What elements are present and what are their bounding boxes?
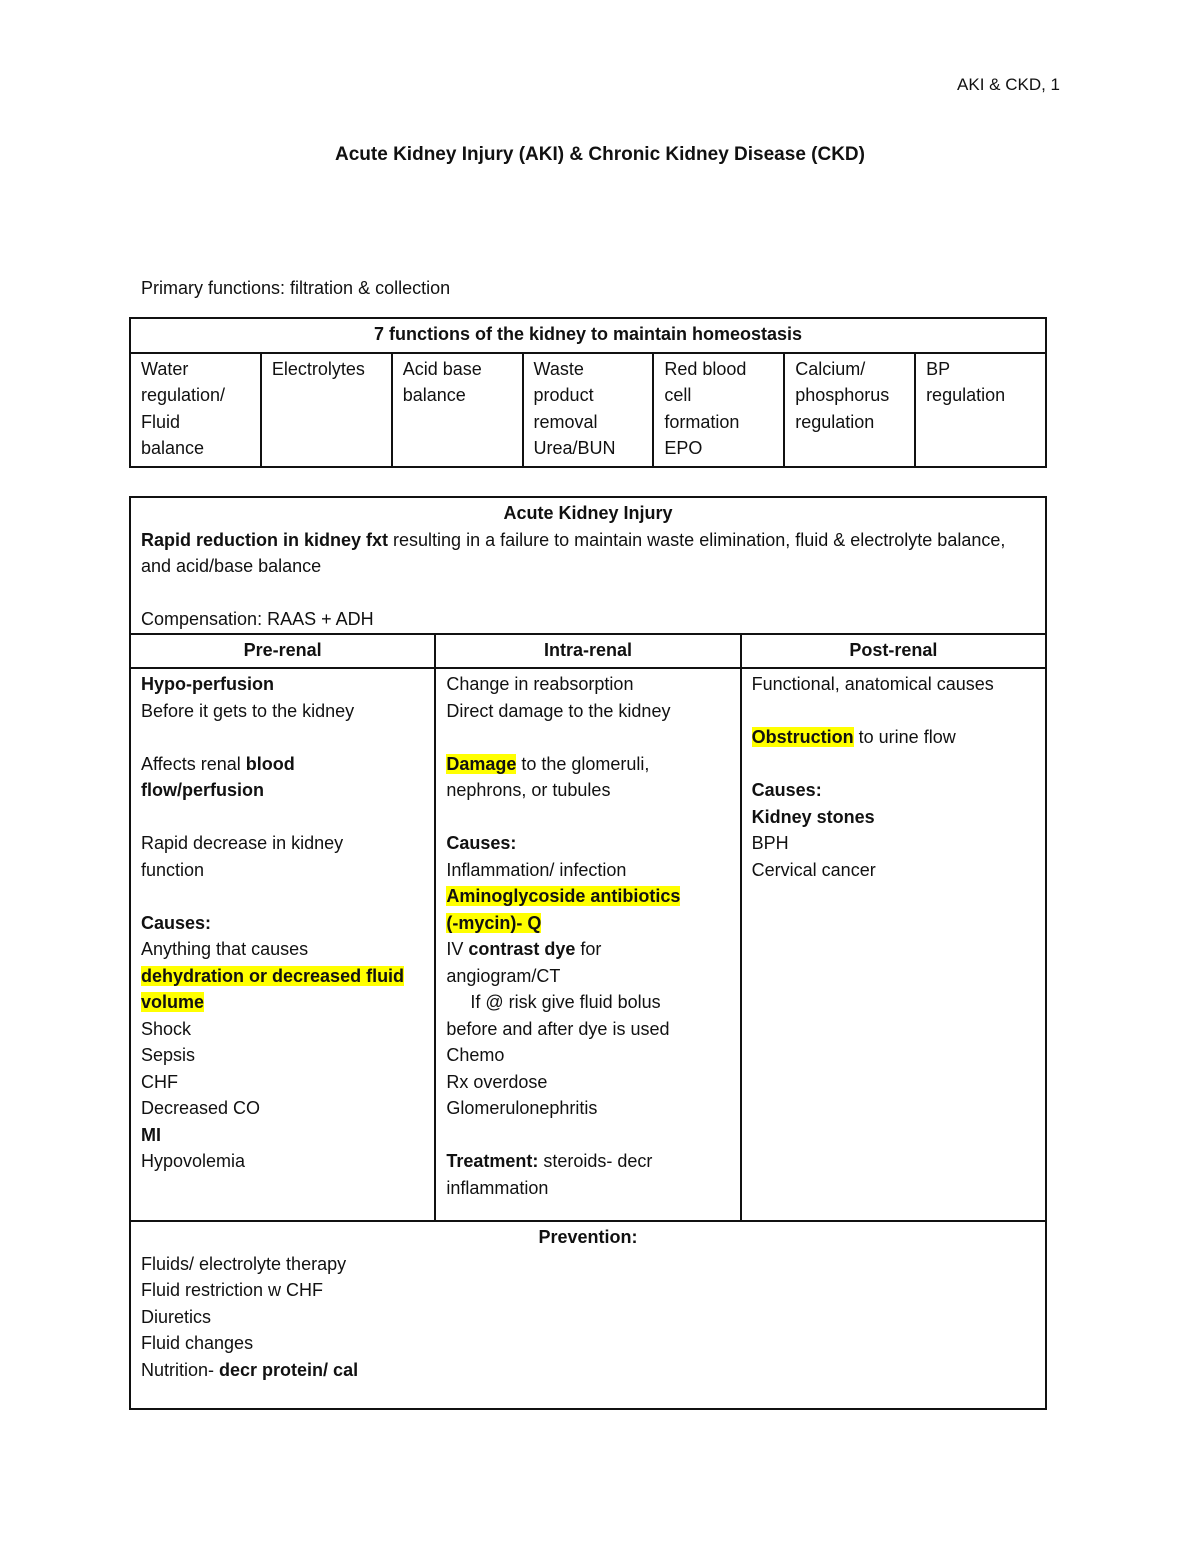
- function-cell: [784, 353, 915, 467]
- aki-definition-bold: Rapid reduction in kidney fxt: [141, 529, 389, 550]
- function-cell: [523, 353, 654, 467]
- intrarenal-cause: Glomerulonephritis: [446, 1098, 598, 1118]
- intrarenal-risk: If @ risk give fluid bolus: [470, 992, 661, 1012]
- function-line: cell: [664, 385, 692, 405]
- prerenal-cause: Sepsis: [141, 1045, 196, 1065]
- function-line: balance: [402, 385, 466, 405]
- prerenal-cause: CHF: [141, 1071, 178, 1092]
- postrenal-causes-heading: Causes:: [751, 780, 822, 800]
- prerenal-cause: Shock: [141, 1018, 192, 1039]
- function-line: formation: [664, 411, 740, 432]
- function-line: regulation/: [141, 385, 226, 405]
- function-line: Calcium/: [795, 358, 866, 379]
- intrarenal-treatment-text: steroids- decr: [538, 1151, 653, 1171]
- page-header: AKI & CKD, 1: [957, 75, 1060, 94]
- function-line: Waste: [533, 358, 584, 379]
- prerenal-cause: Hypovolemia: [141, 1151, 246, 1171]
- intrarenal-aminoglycoside-highlight: Aminoglycoside antibiotics: [446, 886, 681, 906]
- postrenal-obstruction-highlight: Obstruction: [751, 727, 854, 747]
- prevention-item: Diuretics: [141, 1306, 212, 1327]
- function-line: Water: [141, 358, 189, 379]
- function-line: Fluid: [141, 411, 181, 432]
- intrarenal-direct: Direct damage to the kidney: [446, 700, 671, 721]
- prerenal-rapid1: Rapid decrease in kidney: [141, 833, 344, 853]
- prerenal-anything: Anything that causes: [141, 939, 309, 959]
- function-line: balance: [141, 438, 205, 458]
- aki-definition: [141, 530, 1005, 577]
- function-line: EPO: [664, 438, 703, 458]
- prerenal-dehydration-highlight: dehydration or decreased fluid: [141, 965, 405, 986]
- prerenal-affects-bold2: flow/perfusion: [141, 780, 264, 800]
- primary-functions: Primary functions: filtration & collection: [141, 278, 451, 298]
- function-line: regulation: [795, 411, 875, 432]
- aki-table: [129, 496, 1047, 1410]
- prerenal-hypo: Hypo-perfusion: [141, 674, 274, 694]
- prerenal-cause: Decreased CO: [141, 1098, 261, 1118]
- intrarenal-treatment-label: Treatment:: [446, 1151, 539, 1171]
- function-cell: [261, 353, 392, 467]
- intrarenal-damage: [446, 751, 729, 778]
- functions-table: [129, 317, 1047, 468]
- intrarenal-iv-text: IV: [446, 939, 469, 959]
- intrarenal-angiogram: angiogram/CT: [446, 965, 561, 986]
- intrarenal-cause: Chemo: [446, 1045, 505, 1065]
- column-header-postrenal: Post-renal: [741, 634, 1046, 669]
- prevention-item: Fluid changes: [141, 1333, 254, 1353]
- prerenal-rapid2: function: [141, 859, 205, 880]
- function-line: phosphorus: [795, 385, 890, 405]
- intrarenal-inflammation2: inflammation: [446, 1177, 549, 1198]
- prevention-nutrition-text: Nutrition-: [141, 1359, 220, 1380]
- function-cell: [130, 353, 261, 467]
- functions-row: [130, 353, 1046, 467]
- postrenal-obstruction: [752, 724, 1035, 751]
- intrarenal-damage-text: to the glomeruli,: [516, 753, 650, 774]
- aki-compensation: Compensation: RAAS + ADH: [141, 609, 374, 629]
- intrarenal-change: Change in reabsorption: [446, 674, 634, 694]
- prerenal-affects-text: Affects renal: [141, 753, 246, 774]
- function-line: Electrolytes: [271, 358, 365, 379]
- function-line: Urea/BUN: [533, 438, 616, 458]
- postrenal-cause: Cervical cancer: [751, 859, 876, 880]
- function-line: Red blood: [664, 358, 747, 379]
- function-cell: [653, 353, 784, 467]
- function-cell: [915, 353, 1046, 467]
- function-line: regulation: [926, 385, 1006, 405]
- postrenal-cause: BPH: [751, 833, 789, 853]
- postrenal-obstruction-text: to urine flow: [853, 727, 956, 747]
- column-header-intrarenal: Intra-renal: [435, 634, 740, 669]
- function-line: BP: [926, 358, 951, 379]
- function-line: product: [533, 385, 594, 405]
- prevention-item: Fluid restriction w CHF: [141, 1280, 324, 1300]
- aki-title: Acute Kidney Injury: [503, 503, 673, 523]
- prerenal-causes-heading: Causes:: [141, 912, 212, 933]
- intrarenal-mycin-highlight: (-mycin)- Q: [446, 912, 542, 933]
- function-line: removal: [533, 411, 598, 432]
- intrarenal-contrast-dye: contrast dye: [468, 939, 576, 959]
- postrenal-functional: Functional, anatomical causes: [751, 674, 994, 694]
- postrenal-stones: Kidney stones: [751, 806, 875, 827]
- intrarenal-iv: [446, 936, 729, 963]
- prevention-cell: [130, 1221, 1046, 1409]
- prevention-nutrition: [141, 1357, 1035, 1384]
- column-header-prerenal: Pre-renal: [130, 634, 435, 669]
- postrenal-cell: [741, 668, 1046, 1221]
- intrarenal-inflammation: Inflammation/ infection: [446, 859, 627, 880]
- prevention-title: Prevention:: [538, 1227, 638, 1247]
- prevention-item: Fluids/ electrolyte therapy: [141, 1253, 347, 1274]
- intrarenal-damage-highlight: Damage: [446, 753, 517, 774]
- prerenal-affects: [141, 751, 424, 778]
- aki-definition-rest: resulting in a failure to maintain waste elimination, fluid & electrolyte balance, and acid/base balance: [141, 529, 1006, 576]
- intrarenal-iv-rest: for: [575, 939, 602, 959]
- document-title: Acute Kidney Injury (AKI) & Chronic Kidney Disease (CKD): [335, 144, 865, 165]
- functions-table-title: 7 functions of the kidney to maintain homeostasis: [130, 318, 1046, 353]
- prerenal-volume-highlight: volume: [141, 992, 205, 1012]
- intrarenal-before-after: before and after dye is used: [446, 1018, 670, 1039]
- prerenal-cell: [130, 668, 435, 1221]
- prerenal-affects-bold: blood: [245, 753, 295, 774]
- prerenal-before: Before it gets to the kidney: [141, 700, 355, 721]
- intrarenal-treatment: [446, 1148, 729, 1175]
- function-line: Acid base: [402, 358, 482, 379]
- intrarenal-cause: Rx overdose: [446, 1071, 548, 1092]
- function-cell: [392, 353, 523, 467]
- intrarenal-nephrons: nephrons, or tubules: [446, 780, 611, 800]
- intrarenal-causes-heading: Causes:: [446, 833, 517, 853]
- prerenal-cause-mi: MI: [141, 1124, 161, 1145]
- prevention-nutrition-bold: decr protein/ cal: [219, 1359, 359, 1380]
- aki-header-cell: [130, 497, 1046, 634]
- intrarenal-cell: [435, 668, 740, 1221]
